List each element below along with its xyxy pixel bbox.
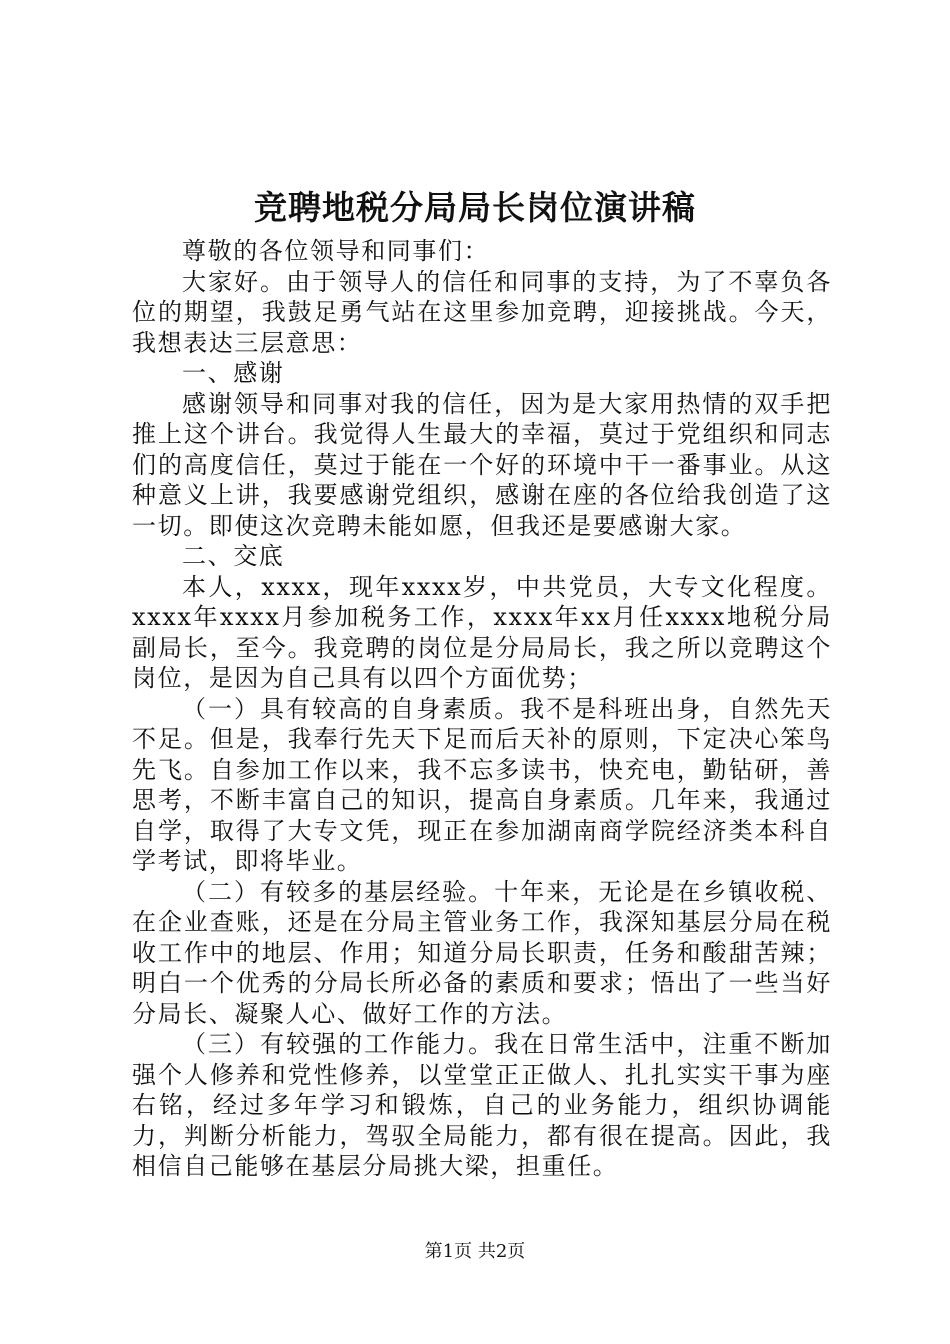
advantage-two-paragraph: （二）有较多的基层经验。十年来，无论是在乡镇收税、在企业查账，还是在分局主管业务工作，我深知基层分局在税收工作中的地层、作用；知道分局长职责，任务和酸甜苦辣；明白一个优秀的分局长所必备的素质和要求；悟出了一些当好分局长、凝聚人心、做好工作的方法。 [132,877,832,1028]
salutation-paragraph: 尊敬的各位领导和同事们： [182,237,490,265]
background-paragraph: 本人，xxxx，现年xxxx岁，中共党员，大专文化程度。xxxx年xxxx月参加税务工作，xxxx年xx月任xxxx地税分局副局长，至今。我竞聘的岗位是分局局长，我之所以竞聘这个岗位，是因为自己具有以四个方面优势； [132,572,832,692]
opening-paragraph: 大家好。由于领导人的信任和同事的支持，为了不辜负各位的期望，我鼓足勇气站在这里参加竞聘，迎接挑战。今天，我想表达三层意思： [132,267,832,357]
document-body [132,236,832,1182]
section-heading-background: 二、交底 [182,542,285,570]
document-title: 竞聘地税分局局长岗位演讲稿 [254,188,696,227]
section-heading-thanks: 一、感谢 [182,359,285,387]
page-footer: 第1页 共2页 [424,1241,526,1262]
advantage-three-paragraph: （三）有较强的工作能力。我在日常生活中，注重不断加强个人修养和党性修养，以堂堂正正做人、扎扎实实干事为座右铭，经过多年学习和锻炼，自己的业务能力，组织协调能力，判断分析能力，驾驭全局能力，都有很在提高。因此，我相信自己能够在基层分局挑大梁，担重任。 [132,1030,832,1180]
advantage-one-paragraph: （一）具有较高的自身素质。我不是科班出身，自然先天不足。但是，我奉行先天下足而后天补的原则，下定决心笨鸟先飞。自参加工作以来，我不忘多读书，快充电，勤钻研，善思考，不断丰富自己的知识，提高自身素质。几年来，我通过自学，取得了大专文凭，现正在参加湖南商学院经济类本科自学考试，即将毕业。 [132,694,832,875]
thanks-paragraph: 感谢领导和同事对我的信任，因为是大家用热情的双手把推上这个讲台。我觉得人生最大的幸福，莫过于党组织和同志们的高度信任，莫过于能在一个好的环境中干一番事业。从这种意义上讲，我要感谢党组织，感谢在座的各位给我创造了这一切。即使这次竞聘未能如愿，但我还是要感谢大家。 [132,389,832,540]
